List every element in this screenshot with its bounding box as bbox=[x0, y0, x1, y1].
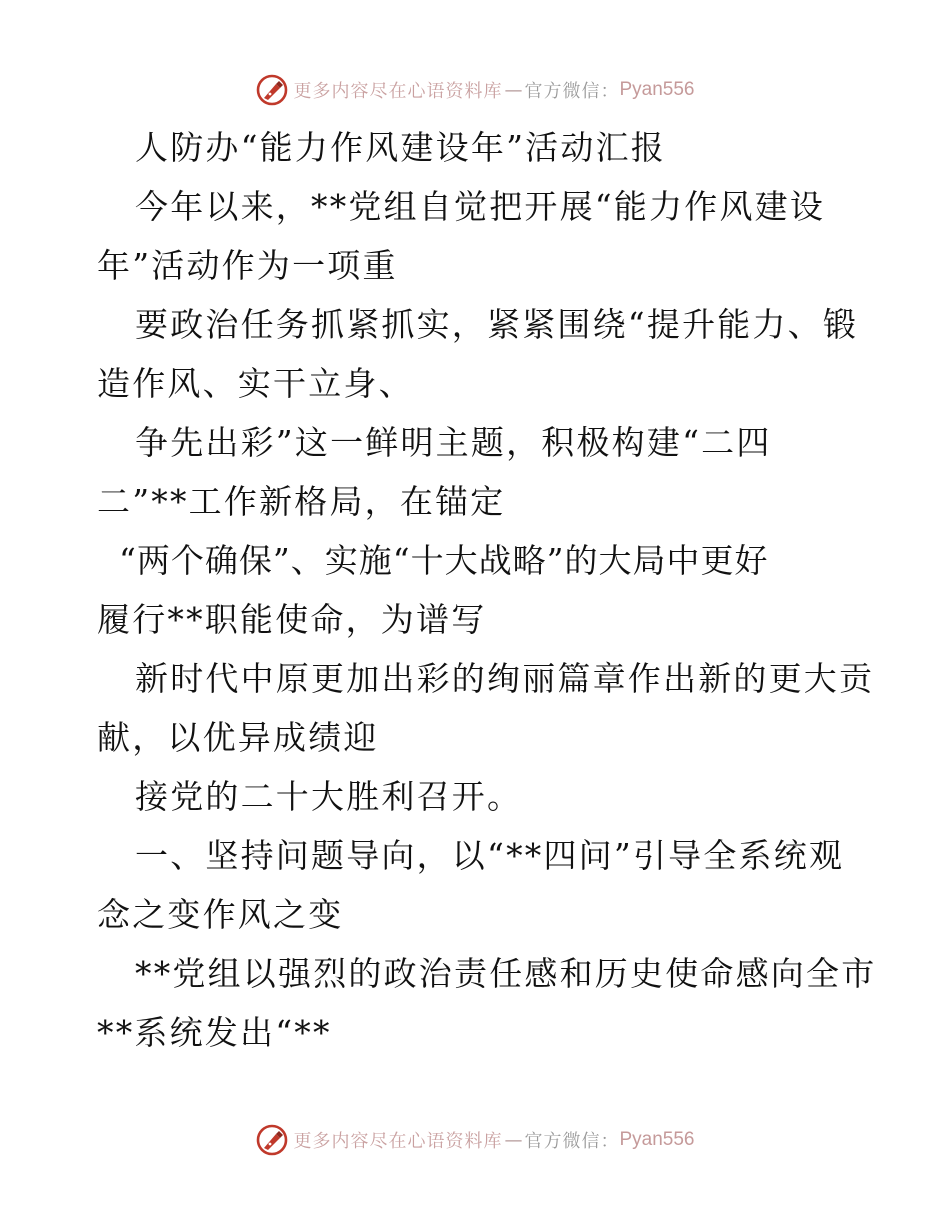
pen-nib-logo-icon bbox=[255, 73, 289, 107]
body-line: **系统发出“** bbox=[97, 1013, 332, 1052]
watermark-wechat-id: Pyan556 bbox=[619, 79, 695, 100]
body-line: “两个确保”、实施“十大战略”的大局中更好 bbox=[119, 541, 769, 580]
footer-watermark bbox=[0, 1120, 950, 1160]
body-line: 今年以来，**党组自觉把开展“能力作风建设 bbox=[135, 187, 826, 226]
watermark-group bbox=[255, 1123, 694, 1157]
watermark-wechat-label: 官方微信： bbox=[524, 81, 620, 102]
body-line: 献，以优异成绩迎 bbox=[97, 718, 379, 757]
body-line: 新时代中原更加出彩的绚丽篇章作出新的更大贡 bbox=[135, 659, 875, 698]
watermark-wechat-id: Pyan556 bbox=[619, 1129, 695, 1150]
body-line: 争先出彩”这一鲜明主题，积极构建“二四 bbox=[135, 423, 772, 462]
body-line: 接党的二十大胜利召开。 bbox=[135, 777, 523, 816]
watermark-group bbox=[255, 73, 694, 107]
watermark-wechat-label: 官方微信： bbox=[524, 1131, 620, 1152]
watermark-site-text: 更多内容尽在心语资料库 bbox=[293, 81, 503, 102]
body-line: 要政治任务抓紧抓实，紧紧围绕“提升能力、锻 bbox=[135, 305, 859, 344]
document-body bbox=[97, 118, 877, 1062]
body-line: 二”**工作新格局，在锚定 bbox=[97, 482, 506, 521]
watermark-dash: — bbox=[504, 79, 523, 101]
body-line: 年”活动作为一项重 bbox=[97, 246, 398, 285]
body-line: 造作风、实干立身、 bbox=[97, 364, 414, 403]
body-line: **党组以强烈的政治责任感和历史使命感向全市 bbox=[135, 954, 877, 993]
watermark-site-text: 更多内容尽在心语资料库 bbox=[293, 1131, 503, 1152]
watermark-dash: — bbox=[504, 1129, 523, 1151]
document-title: 人防办“能力作风建设年”活动汇报 bbox=[135, 128, 666, 167]
pen-nib-logo-icon bbox=[255, 1123, 289, 1157]
body-line: 履行**职能使命，为谱写 bbox=[97, 600, 487, 639]
section-heading-cont: 念之变作风之变 bbox=[97, 895, 344, 934]
section-heading: 一、坚持问题导向，以“**四问”引导全系统观 bbox=[135, 836, 845, 875]
header-watermark bbox=[0, 70, 950, 110]
